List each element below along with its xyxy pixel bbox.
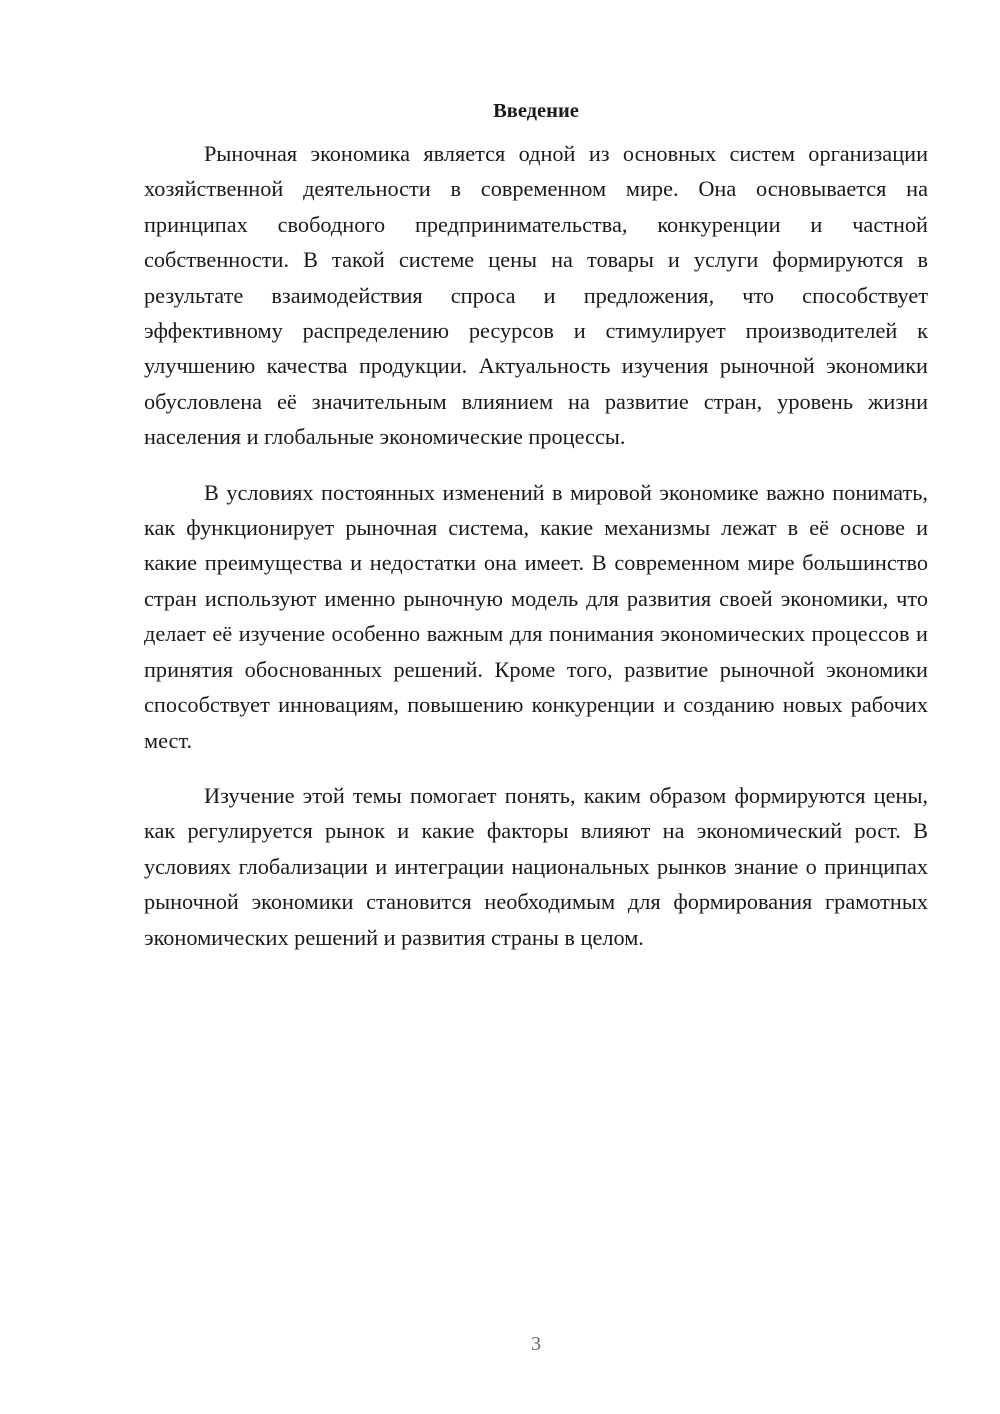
document-body: [144, 96, 928, 955]
paragraph-1: Рыночная экономика является одной из основных систем организации хозяйственной деятельности в современном мире. Она основывается на принципах свободного предпринимательства, конкуренции и частной собственности. В такой системе цены на товары и услуги формируются в результате взаимодействия спроса и предложения, что способствует эффективному распределению ресурсов и стимулирует производителей к улучшению качества продукции. Актуальность изучения рыночной экономики обусловлена её значительным влиянием на развитие стран, уровень жизни населения и глобальные экономические процессы.: [144, 141, 928, 450]
paragraph-2: В условиях постоянных изменений в мировой экономике важно понимать, как функционирует рыночная система, какие механизмы лежат в её основе и какие преимущества и недостатки она имеет. В современном мире большинство стран используют именно рыночную модель для развития своей экономики, что делает её изучение особенно важным для понимания экономических процессов и принятия обоснованных решений. Кроме того, развитие рыночной экономики способствует инновациям, повышению конкуренции и созданию новых рабочих мест.: [144, 479, 928, 753]
page-number: 3: [531, 1333, 541, 1355]
section-title: Введение: [493, 100, 579, 122]
paragraph-3: Изучение этой темы помогает понять, каким образом формируются цены, как регулируется рынок и какие факторы влияют на экономический рост. В условиях глобализации и интеграции национальных рынков знание о принципах рыночной экономики становится необходимым для формирования грамотных экономических решений и развития страны в целом.: [144, 782, 928, 950]
